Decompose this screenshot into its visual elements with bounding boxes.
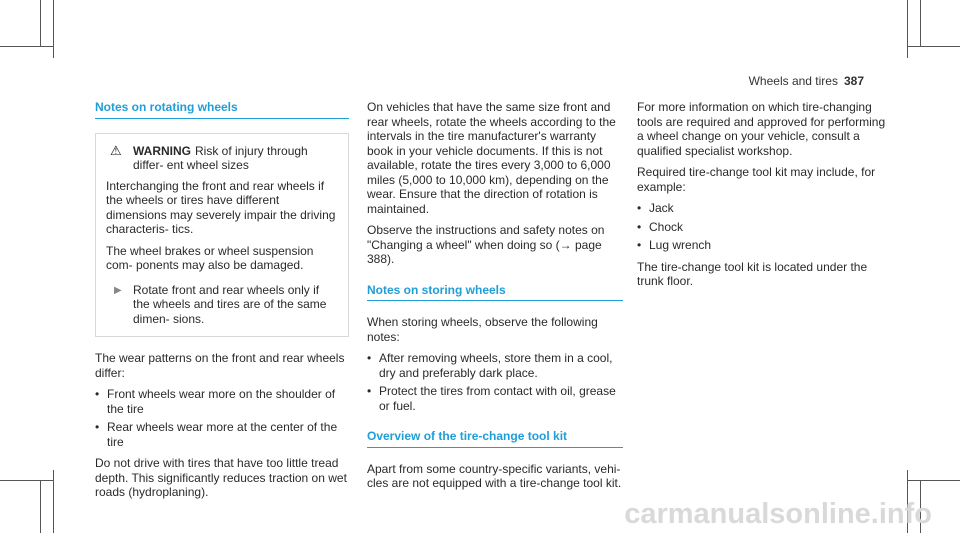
column-1 — [95, 100, 349, 507]
paragraph: The tire-change tool kit is located under the trunk floor. — [637, 259, 868, 288]
crop-mark — [0, 480, 53, 481]
bullet-list — [367, 351, 623, 413]
list-item: • Rear wheels wear more at the center of the tire — [95, 420, 349, 449]
warning-step-text: Rotate front and rear wheels only if the wheels and tires are of the same dimen- sions. — [133, 282, 327, 326]
crop-mark — [907, 480, 960, 481]
paragraph: Required tire-change tool kit may include, for example: — [637, 165, 876, 194]
list-item: • Chock — [637, 220, 887, 235]
warning-label: WARNING — [133, 143, 191, 158]
warning-header — [106, 144, 338, 173]
crop-mark — [0, 46, 53, 47]
crop-mark — [53, 0, 54, 58]
paragraph: Apart from some country-specific variants, vehi- cles are not equipped with a tire-change tool kit. — [367, 461, 622, 490]
paragraph: When storing wheels, observe the following notes: — [367, 315, 598, 344]
page-number: 387 — [843, 74, 864, 88]
action-arrow-icon: ▶ — [114, 284, 122, 296]
warning-intro: Risk of injury through differ- ent wheel sizes — [133, 143, 308, 172]
crop-mark — [907, 0, 908, 58]
section-title: Wheels and tires — [748, 74, 838, 88]
crop-mark — [920, 0, 921, 46]
column-3 — [637, 100, 887, 296]
column-2 — [367, 100, 623, 498]
bullet-list — [637, 201, 887, 253]
paragraph: Observe the instructions and safety notes on "Changing a wheel" when doing so (→ page 388). — [367, 223, 605, 266]
warning-text: Interchanging the front and rear wheels if the wheels or tires have different dimensions may severely impair the driving characteris- tics. — [106, 178, 336, 236]
list-item: • Front wheels wear more on the shoulder of the tire — [95, 387, 349, 416]
paragraph: The wear patterns on the front and rear wheels differ: — [95, 351, 345, 380]
warning-box — [95, 133, 349, 338]
list-item: • After removing wheels, store them in a cool, dry and preferably dark place. — [367, 351, 623, 380]
list-item: • Lug wrench — [637, 238, 887, 253]
paragraph: For more information on which tire-changing tools are required and approved for performing a wheel change on your vehicle, consult a qualified specialist workshop. — [637, 100, 886, 158]
heading-storing-wheels: Notes on storing wheels — [367, 283, 623, 302]
crop-mark — [40, 0, 41, 46]
paragraph: On vehicles that have the same size front and rear wheels, rotate the wheels according to the intervals in the tire manufacturer's warranty book in your vehicle documents. If this is not available, rotate the tires every 3,000 to 6,000 miles (5,000 to 10,000 km), depending on the wear. Ensure that the direction of rotation is maintained. — [367, 100, 616, 216]
warning-text: The wheel brakes or wheel suspension com- ponents may also be damaged. — [106, 243, 314, 272]
list-item: • Jack — [637, 201, 887, 216]
paragraph: Do not drive with tires that have too little tread depth. This significantly reduces traction on wet roads (hydroplaning). — [95, 456, 347, 499]
bullet-list — [95, 387, 349, 449]
crop-mark — [907, 46, 960, 47]
crop-mark — [40, 480, 41, 533]
watermark: carmanualsonline.info — [624, 498, 932, 530]
list-item: • Protect the tires from contact with oil, grease or fuel. — [367, 384, 623, 413]
warning-step — [106, 283, 338, 327]
crop-mark — [53, 470, 54, 533]
running-header — [749, 74, 864, 88]
heading-tool-kit: Overview of the tire-change tool kit — [367, 429, 623, 448]
warning-triangle-icon: ⚠ — [110, 142, 122, 158]
heading-rotating-wheels: Notes on rotating wheels — [95, 100, 349, 119]
